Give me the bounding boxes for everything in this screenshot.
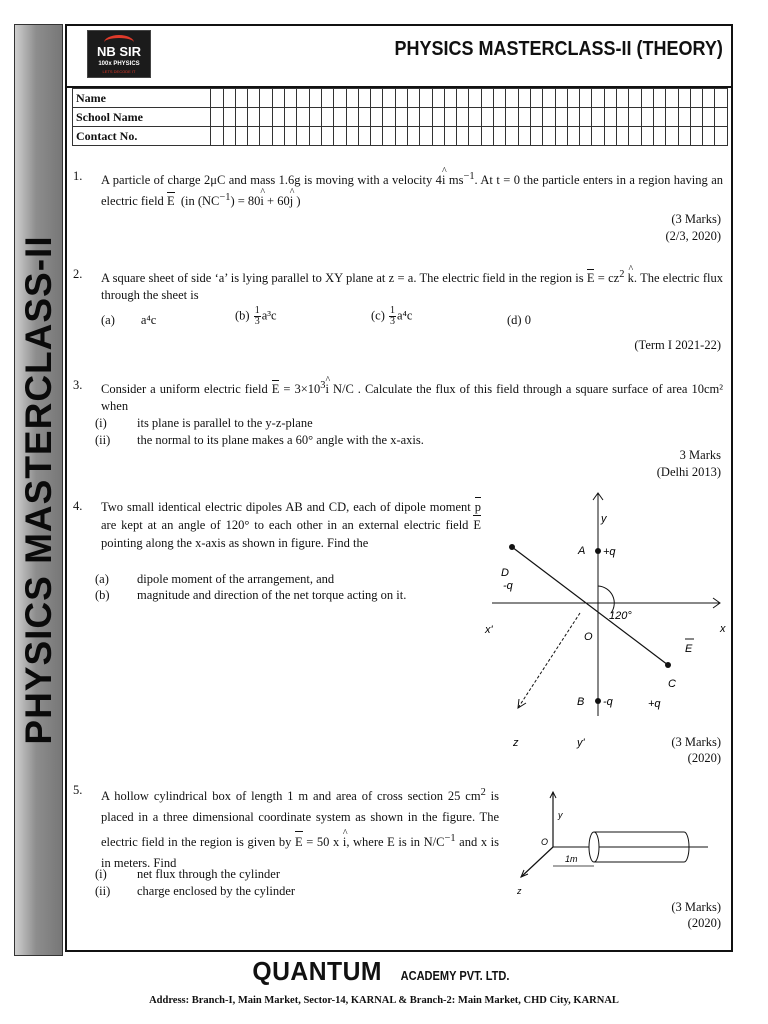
info-cell[interactable] <box>383 108 395 127</box>
info-row <box>73 108 728 127</box>
info-cell[interactable] <box>371 89 383 108</box>
info-cell[interactable] <box>407 89 419 108</box>
logo-main: NB SIR <box>96 44 142 59</box>
info-cell[interactable] <box>432 127 444 146</box>
info-cell[interactable] <box>530 89 542 108</box>
info-cell[interactable] <box>346 127 358 146</box>
label-e: E <box>685 643 693 655</box>
info-cell[interactable] <box>211 127 223 146</box>
info-cell[interactable] <box>309 127 321 146</box>
info-cell[interactable] <box>543 127 555 146</box>
label-o: O <box>584 631 593 643</box>
info-cell[interactable] <box>604 108 616 127</box>
info-cell[interactable] <box>469 89 481 108</box>
info-cell[interactable] <box>690 89 702 108</box>
info-cell[interactable] <box>617 127 629 146</box>
info-cell[interactable] <box>469 108 481 127</box>
info-row <box>73 89 728 108</box>
label-c: C <box>668 678 676 690</box>
info-cell[interactable] <box>420 127 432 146</box>
z-axis <box>521 847 553 877</box>
info-cell[interactable] <box>457 127 469 146</box>
question-text: A square sheet of side ‘a’ is lying parallel to XY plane at z = a. The electric field in the region is $E = cz^2$ ^ k. The electric flux through the sheet is <box>101 266 723 304</box>
info-cell[interactable] <box>235 108 247 127</box>
info-cell[interactable] <box>715 108 728 127</box>
info-cell[interactable] <box>653 89 665 108</box>
info-cell[interactable] <box>555 127 567 146</box>
logo-sub: 100x PHYSICS <box>98 61 140 67</box>
info-cell[interactable] <box>272 108 284 127</box>
question-5-marks: (3 Marks) <box>671 900 721 914</box>
info-cell[interactable] <box>371 108 383 127</box>
cylinder-left-face <box>589 832 599 862</box>
footer-address: Address: Branch-I, Main Market, Sector-14, KARNAL & Branch-2: Main Market, CHD City, KARNAL <box>149 995 619 1006</box>
info-cell[interactable] <box>457 108 469 127</box>
info-cell[interactable] <box>383 89 395 108</box>
info-cell[interactable] <box>530 127 542 146</box>
info-cell[interactable] <box>494 127 506 146</box>
info-cell[interactable] <box>494 89 506 108</box>
info-cell[interactable] <box>248 108 260 127</box>
option-d: (d) 0 <box>507 313 531 327</box>
brand-name: QUANTUM <box>252 956 382 986</box>
label-b-charge: -q <box>603 696 613 708</box>
info-cell[interactable] <box>653 108 665 127</box>
info-cell[interactable] <box>629 89 641 108</box>
info-cell[interactable] <box>420 108 432 127</box>
info-cell[interactable] <box>407 108 419 127</box>
info-cell[interactable] <box>334 108 346 127</box>
info-cell[interactable] <box>297 127 309 146</box>
logo <box>87 30 151 78</box>
info-cell[interactable] <box>223 89 235 108</box>
question-number: 5. <box>73 783 83 797</box>
logo-tag: LETS DECODE IT <box>102 69 136 74</box>
info-cell[interactable] <box>678 108 690 127</box>
charge-c <box>665 662 671 668</box>
info-cell[interactable] <box>481 89 493 108</box>
info-cell[interactable] <box>666 127 678 146</box>
info-cell[interactable] <box>223 127 235 146</box>
info-cell[interactable] <box>678 89 690 108</box>
info-cell[interactable] <box>371 127 383 146</box>
info-cell[interactable] <box>235 89 247 108</box>
info-cell[interactable] <box>334 89 346 108</box>
info-cell[interactable] <box>666 89 678 108</box>
charge-d <box>509 544 515 550</box>
info-cell[interactable] <box>567 108 579 127</box>
footer-brand <box>0 956 768 987</box>
info-cell[interactable] <box>407 127 419 146</box>
info-cell[interactable] <box>469 127 481 146</box>
question-number: 4. <box>73 499 83 513</box>
label-a: A <box>578 545 586 557</box>
question-text: A particle of charge 2μC and mass 1.6g is moving with a velocity 4^ i $ms^{-1}$. At t = 0 the particle enters in a region having an electric field E (in $(NC^{-1})$ = 80^ i + 60^ j ) <box>101 168 723 210</box>
info-label: Name <box>73 89 211 108</box>
label-angle: 120° <box>609 610 632 622</box>
info-cell[interactable] <box>580 108 592 127</box>
label-x-prime: x' <box>485 624 493 636</box>
label-length: 1m <box>565 854 578 864</box>
question-number: 1. <box>73 169 83 183</box>
option-c: (c) $\frac{1}{3}$ a⁴c <box>371 305 413 327</box>
info-cell[interactable] <box>617 108 629 127</box>
info-cell[interactable] <box>260 89 272 108</box>
info-cell[interactable] <box>395 108 407 127</box>
info-cell[interactable] <box>334 127 346 146</box>
info-cell[interactable] <box>457 89 469 108</box>
info-cell[interactable] <box>383 127 395 146</box>
info-cell[interactable] <box>248 89 260 108</box>
info-cell[interactable] <box>703 108 715 127</box>
question-5-year: (2020) <box>687 916 721 930</box>
info-cell[interactable] <box>309 108 321 127</box>
info-cell[interactable] <box>653 127 665 146</box>
info-cell[interactable] <box>518 89 530 108</box>
info-cell[interactable] <box>346 108 358 127</box>
info-cell[interactable] <box>555 89 567 108</box>
info-cell[interactable] <box>690 108 702 127</box>
z-axis <box>518 613 580 708</box>
info-cell[interactable] <box>506 108 518 127</box>
info-cell[interactable] <box>285 108 297 127</box>
label-y: y <box>601 513 607 525</box>
info-cell[interactable] <box>235 127 247 146</box>
question-4-marks: (3 Marks) <box>671 735 721 749</box>
header <box>67 26 731 88</box>
info-cell[interactable] <box>567 127 579 146</box>
label-c-charge: +q <box>648 698 661 710</box>
sidebar-band <box>14 24 63 956</box>
info-cell[interactable] <box>211 108 223 127</box>
cylinder-figure <box>503 782 718 897</box>
info-cell[interactable] <box>604 127 616 146</box>
info-cell[interactable] <box>592 108 604 127</box>
info-cell[interactable] <box>629 127 641 146</box>
label-b: B <box>577 696 585 708</box>
info-cell[interactable] <box>604 89 616 108</box>
info-cell[interactable] <box>358 89 370 108</box>
question-number: 3. <box>73 378 83 392</box>
info-cell[interactable] <box>272 127 284 146</box>
info-cell[interactable] <box>715 89 728 108</box>
info-cell[interactable] <box>285 127 297 146</box>
label-d-charge: -q <box>503 580 513 592</box>
info-cell[interactable] <box>321 89 333 108</box>
label-z: z <box>513 737 519 749</box>
info-cell[interactable] <box>358 108 370 127</box>
info-cell[interactable] <box>506 127 518 146</box>
info-cell[interactable] <box>321 127 333 146</box>
info-cell[interactable] <box>260 108 272 127</box>
info-cell[interactable] <box>248 127 260 146</box>
info-cell[interactable] <box>432 108 444 127</box>
label-y-prime: y' <box>577 737 585 749</box>
info-cell[interactable] <box>494 108 506 127</box>
option-b: (b) $\frac{1}{3}$ a³c <box>235 305 277 327</box>
info-cell[interactable] <box>715 127 728 146</box>
info-cell[interactable] <box>321 108 333 127</box>
info-label: Contact No. <box>73 127 211 146</box>
question-number: 2. <box>73 267 83 281</box>
charge-b <box>595 698 601 704</box>
info-cell[interactable] <box>211 89 223 108</box>
info-cell[interactable] <box>223 108 235 127</box>
info-cell[interactable] <box>260 127 272 146</box>
info-cell[interactable] <box>506 89 518 108</box>
info-cell[interactable] <box>580 127 592 146</box>
info-cell[interactable] <box>518 127 530 146</box>
info-cell[interactable] <box>666 108 678 127</box>
info-cell[interactable] <box>592 127 604 146</box>
info-cell[interactable] <box>530 108 542 127</box>
question-2-year: (Term I 2021-22) <box>634 338 721 352</box>
info-label: School Name <box>73 108 211 127</box>
question-text: Consider a uniform electric field $E = 3\times 10^3\^{}$ i N/C . Calculate the flux of this field through a square surface of area 10cm² when <box>101 377 723 415</box>
info-cell[interactable] <box>444 127 456 146</box>
info-cell[interactable] <box>481 108 493 127</box>
angle-arc <box>598 586 614 613</box>
label-x: x <box>720 623 726 635</box>
question-1-year: (2/3, 2020) <box>665 229 721 243</box>
info-cell[interactable] <box>481 127 493 146</box>
info-cell[interactable] <box>629 108 641 127</box>
info-cell[interactable] <box>395 127 407 146</box>
info-cell[interactable] <box>297 89 309 108</box>
question-3-year: (Delhi 2013) <box>656 465 721 479</box>
info-cell[interactable] <box>641 127 653 146</box>
info-cell[interactable] <box>592 89 604 108</box>
info-cell[interactable] <box>567 89 579 108</box>
student-info-table <box>72 88 728 146</box>
info-cell[interactable] <box>420 89 432 108</box>
info-cell[interactable] <box>703 89 715 108</box>
info-cell[interactable] <box>285 89 297 108</box>
info-cell[interactable] <box>358 127 370 146</box>
info-cell[interactable] <box>617 89 629 108</box>
label-z: z <box>517 886 522 896</box>
info-cell[interactable] <box>297 108 309 127</box>
info-cell[interactable] <box>580 89 592 108</box>
info-cell[interactable] <box>641 89 653 108</box>
info-cell[interactable] <box>641 108 653 127</box>
page-frame: NB SIR 100x PHYSICS LETS DECODE IT PHYSICS MASTERCLASS-II (THEORY) Name School Name Contact No. 1. A particle of charge 2μC and mass 1.6g is moving with a velocity 4^ i $ms^{-1}$. At t = 0 the particle enters in a region having an electric field E (in $(NC^{-1})$ = 80^ i + 60^ j ) (3 Marks) (2/3, 2020) 2. A square sheet of side ‘a’ is lying parallel to XY plane at z = a. The electric field in the region is $E = cz^2$ ^ k. The electric flux through the sheet is (a) a⁴c (b) $\frac{1}{3}$ a³c (c) $\frac{1}{3}$ a⁴c (d) 0 (Term I 2021-22) 3. Consider a uniform electric field $E = 3\times 10^3\^{}$ i N/C . Calculate the flux of this field through a square surface of area 10cm² when (i) its plane is parallel to the y-z-plane (ii) the normal to its plane makes a 60° angle with the x-axis. 3 Marks (Delhi 2013) 4. Two small identical electric dipoles AB and CD, each of dipole moment p are kept at an angle of 120° to each other in an external electric field E pointing along the x-axis as shown in figure. Find the (a) dipole moment of the arrangement, and (b) magnitude and direction of the net torque acting on it. y A +q D -q 120° x' O x E C +q B -q z y' (3 Marks) (2020) 5. A hollow cylindrical box of length 1 m and area of cross section 25 $cm^2$ is placed in a three dimensional coordinate system as shown in the figure. The electric field in the region is given by E = 50 x ^ i, where E is in $N/C^{-1}$ and x is in meters. Find (i) net flux through the cylinder (ii) charge enclosed by the cylinder y O 1m z (3 Marks) (2020) <box>65 24 733 952</box>
label-o: O <box>541 837 549 847</box>
page-title: PHYSICS MASTERCLASS-II (THEORY) <box>394 38 723 60</box>
info-cell[interactable] <box>518 108 530 127</box>
brand-sub: ACADEMY PVT. LTD. <box>400 968 510 983</box>
question-text: Two small identical electric dipoles AB and CD, each of dipole moment p are kept at an angle of 120° to each other in an external electric field E pointing along the x-axis as shown in figure. Find the <box>101 500 481 550</box>
sidebar-title: PHYSICS MASTERCLASS-II <box>17 235 59 745</box>
info-cell[interactable] <box>444 89 456 108</box>
info-row <box>73 127 728 146</box>
info-cell[interactable] <box>432 89 444 108</box>
info-cell[interactable] <box>678 127 690 146</box>
info-cell[interactable] <box>543 89 555 108</box>
label-d: D <box>501 567 509 579</box>
charge-a <box>595 548 601 554</box>
question-3-marks: 3 Marks <box>679 448 721 462</box>
info-cell[interactable] <box>555 108 567 127</box>
dipole-cd <box>512 547 668 665</box>
info-cell[interactable] <box>543 108 555 127</box>
label-y: y <box>558 810 563 820</box>
info-cell[interactable] <box>395 89 407 108</box>
label-a-charge: +q <box>603 546 616 558</box>
question-1-marks: (3 Marks) <box>671 212 721 226</box>
info-cell[interactable] <box>690 127 702 146</box>
question-4-year: (2020) <box>687 751 721 765</box>
option-a: (a) a⁴c <box>101 313 157 327</box>
info-cell[interactable] <box>703 127 715 146</box>
info-cell[interactable] <box>272 89 284 108</box>
info-cell[interactable] <box>346 89 358 108</box>
question-text: A hollow cylindrical box of length 1 m and area of cross section 25 $cm^2$ is placed in a three dimensional coordinate system as shown in the figure. The electric field in the region is given by E = 50 x ^ i, where E is in $N/C^{-1}$ and x is in meters. Find <box>101 782 499 874</box>
info-cell[interactable] <box>444 108 456 127</box>
info-cell[interactable] <box>309 89 321 108</box>
